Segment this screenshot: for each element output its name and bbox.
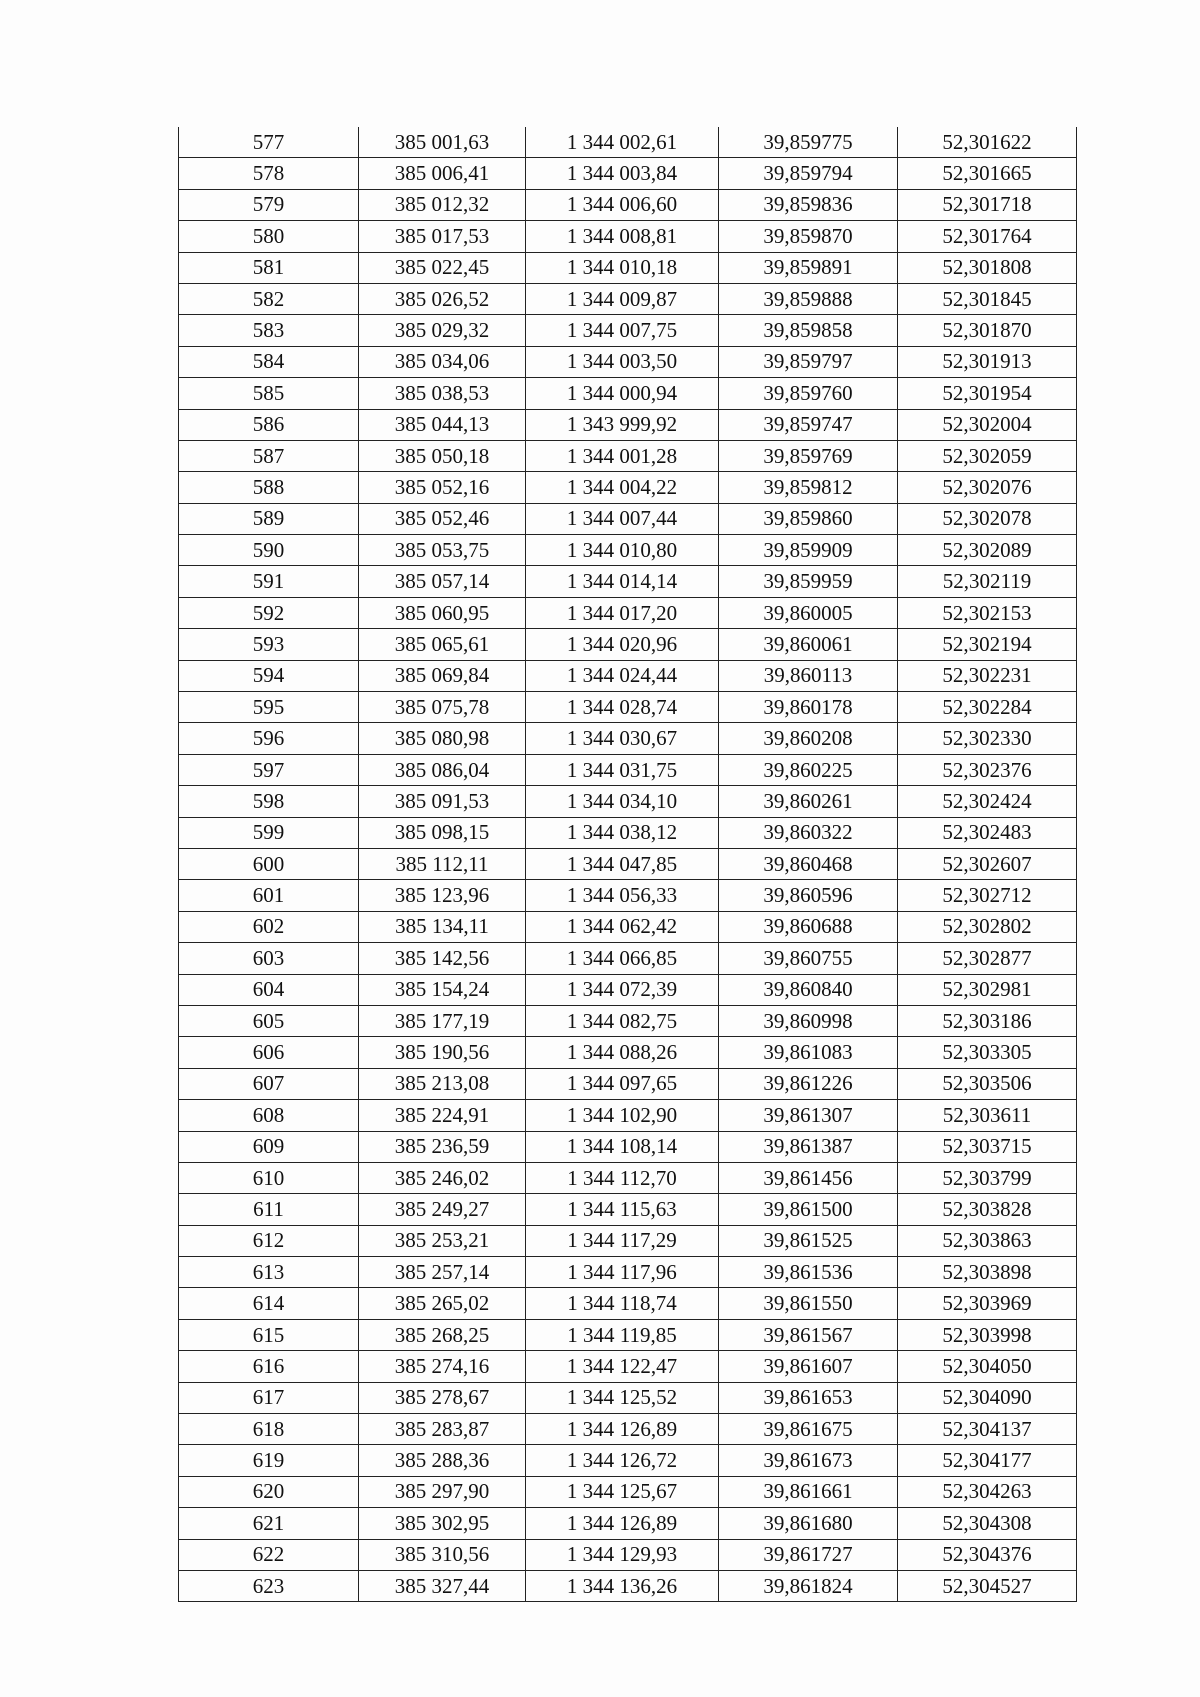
- x-coordinate-cell: 385 310,56: [359, 1539, 526, 1570]
- longitude-cell: 39,861824: [719, 1570, 898, 1601]
- x-coordinate-cell: 385 091,53: [359, 786, 526, 817]
- table-row: [179, 315, 1077, 346]
- x-coordinate-cell: 385 060,95: [359, 597, 526, 628]
- latitude-cell: 52,301718: [898, 189, 1077, 220]
- table-row: [179, 1162, 1077, 1193]
- y-coordinate-cell: 1 344 126,89: [526, 1508, 719, 1539]
- point-number-cell: 609: [179, 1131, 359, 1162]
- x-coordinate-cell: 385 257,14: [359, 1257, 526, 1288]
- table-row: [179, 283, 1077, 314]
- longitude-cell: 39,859775: [719, 127, 898, 158]
- x-coordinate-cell: 385 327,44: [359, 1570, 526, 1601]
- latitude-cell: 52,302802: [898, 911, 1077, 942]
- point-number-cell: 619: [179, 1445, 359, 1476]
- latitude-cell: 52,302877: [898, 943, 1077, 974]
- x-coordinate-cell: 385 249,27: [359, 1194, 526, 1225]
- point-number-cell: 606: [179, 1037, 359, 1068]
- latitude-cell: 52,303611: [898, 1100, 1077, 1131]
- latitude-cell: 52,303186: [898, 1005, 1077, 1036]
- x-coordinate-cell: 385 044,13: [359, 409, 526, 440]
- latitude-cell: 52,304376: [898, 1539, 1077, 1570]
- point-number-cell: 598: [179, 786, 359, 817]
- table-row: [179, 252, 1077, 283]
- latitude-cell: 52,302194: [898, 629, 1077, 660]
- point-number-cell: 589: [179, 503, 359, 534]
- y-coordinate-cell: 1 344 118,74: [526, 1288, 719, 1319]
- y-coordinate-cell: 1 344 017,20: [526, 597, 719, 628]
- point-number-cell: 588: [179, 472, 359, 503]
- longitude-cell: 39,861083: [719, 1037, 898, 1068]
- table-row: [179, 566, 1077, 597]
- latitude-cell: 52,302231: [898, 660, 1077, 691]
- x-coordinate-cell: 385 080,98: [359, 723, 526, 754]
- table-row: [179, 1068, 1077, 1099]
- longitude-cell: 39,859747: [719, 409, 898, 440]
- table-row: [179, 1445, 1077, 1476]
- y-coordinate-cell: 1 344 125,67: [526, 1476, 719, 1507]
- x-coordinate-cell: 385 236,59: [359, 1131, 526, 1162]
- y-coordinate-cell: 1 344 024,44: [526, 660, 719, 691]
- longitude-cell: 39,859860: [719, 503, 898, 534]
- y-coordinate-cell: 1 344 108,14: [526, 1131, 719, 1162]
- y-coordinate-cell: 1 344 008,81: [526, 221, 719, 252]
- longitude-cell: 39,861456: [719, 1162, 898, 1193]
- y-coordinate-cell: 1 344 119,85: [526, 1319, 719, 1350]
- latitude-cell: 52,302078: [898, 503, 1077, 534]
- point-number-cell: 617: [179, 1382, 359, 1413]
- y-coordinate-cell: 1 344 112,70: [526, 1162, 719, 1193]
- point-number-cell: 577: [179, 127, 359, 158]
- x-coordinate-cell: 385 123,96: [359, 880, 526, 911]
- y-coordinate-cell: 1 344 062,42: [526, 911, 719, 942]
- y-coordinate-cell: 1 344 034,10: [526, 786, 719, 817]
- longitude-cell: 39,859870: [719, 221, 898, 252]
- table-row: [179, 472, 1077, 503]
- point-number-cell: 601: [179, 880, 359, 911]
- point-number-cell: 594: [179, 660, 359, 691]
- point-number-cell: 592: [179, 597, 359, 628]
- x-coordinate-cell: 385 278,67: [359, 1382, 526, 1413]
- y-coordinate-cell: 1 344 088,26: [526, 1037, 719, 1068]
- longitude-cell: 39,861673: [719, 1445, 898, 1476]
- table-row: [179, 1005, 1077, 1036]
- y-coordinate-cell: 1 344 006,60: [526, 189, 719, 220]
- longitude-cell: 39,861607: [719, 1351, 898, 1382]
- longitude-cell: 39,861727: [719, 1539, 898, 1570]
- longitude-cell: 39,861226: [719, 1068, 898, 1099]
- latitude-cell: 52,303799: [898, 1162, 1077, 1193]
- point-number-cell: 583: [179, 315, 359, 346]
- point-number-cell: 579: [179, 189, 359, 220]
- x-coordinate-cell: 385 246,02: [359, 1162, 526, 1193]
- latitude-cell: 52,301954: [898, 378, 1077, 409]
- x-coordinate-cell: 385 297,90: [359, 1476, 526, 1507]
- point-number-cell: 586: [179, 409, 359, 440]
- x-coordinate-cell: 385 098,15: [359, 817, 526, 848]
- table-row: [179, 1319, 1077, 1350]
- table-row: [179, 440, 1077, 471]
- x-coordinate-cell: 385 213,08: [359, 1068, 526, 1099]
- point-number-cell: 593: [179, 629, 359, 660]
- point-number-cell: 612: [179, 1225, 359, 1256]
- y-coordinate-cell: 1 344 126,89: [526, 1414, 719, 1445]
- y-coordinate-cell: 1 344 056,33: [526, 880, 719, 911]
- table-row: [179, 1382, 1077, 1413]
- longitude-cell: 39,860322: [719, 817, 898, 848]
- x-coordinate-cell: 385 022,45: [359, 252, 526, 283]
- longitude-cell: 39,861675: [719, 1414, 898, 1445]
- longitude-cell: 39,859909: [719, 535, 898, 566]
- table-row: [179, 1288, 1077, 1319]
- table-row: [179, 848, 1077, 879]
- latitude-cell: 52,302004: [898, 409, 1077, 440]
- longitude-cell: 39,859888: [719, 283, 898, 314]
- y-coordinate-cell: 1 344 031,75: [526, 754, 719, 785]
- latitude-cell: 52,304050: [898, 1351, 1077, 1382]
- latitude-cell: 52,302076: [898, 472, 1077, 503]
- longitude-cell: 39,859760: [719, 378, 898, 409]
- y-coordinate-cell: 1 344 117,96: [526, 1257, 719, 1288]
- longitude-cell: 39,860596: [719, 880, 898, 911]
- x-coordinate-cell: 385 154,24: [359, 974, 526, 1005]
- latitude-cell: 52,301913: [898, 346, 1077, 377]
- longitude-cell: 39,859959: [719, 566, 898, 597]
- y-coordinate-cell: 1 344 001,28: [526, 440, 719, 471]
- longitude-cell: 39,860840: [719, 974, 898, 1005]
- latitude-cell: 52,302483: [898, 817, 1077, 848]
- table-row: [179, 1539, 1077, 1570]
- coordinates-table-body: [179, 127, 1077, 1602]
- longitude-cell: 39,860225: [719, 754, 898, 785]
- longitude-cell: 39,859891: [719, 252, 898, 283]
- latitude-cell: 52,303969: [898, 1288, 1077, 1319]
- longitude-cell: 39,860755: [719, 943, 898, 974]
- y-coordinate-cell: 1 344 125,52: [526, 1382, 719, 1413]
- longitude-cell: 39,860998: [719, 1005, 898, 1036]
- latitude-cell: 52,303828: [898, 1194, 1077, 1225]
- x-coordinate-cell: 385 075,78: [359, 692, 526, 723]
- point-number-cell: 621: [179, 1508, 359, 1539]
- point-number-cell: 602: [179, 911, 359, 942]
- table-row: [179, 127, 1077, 158]
- latitude-cell: 52,302059: [898, 440, 1077, 471]
- point-number-cell: 616: [179, 1351, 359, 1382]
- table-row: [179, 1476, 1077, 1507]
- point-number-cell: 591: [179, 566, 359, 597]
- y-coordinate-cell: 1 344 003,50: [526, 346, 719, 377]
- point-number-cell: 608: [179, 1100, 359, 1131]
- x-coordinate-cell: 385 052,46: [359, 503, 526, 534]
- y-coordinate-cell: 1 344 072,39: [526, 974, 719, 1005]
- point-number-cell: 618: [179, 1414, 359, 1445]
- y-coordinate-cell: 1 344 000,94: [526, 378, 719, 409]
- x-coordinate-cell: 385 265,02: [359, 1288, 526, 1319]
- latitude-cell: 52,303305: [898, 1037, 1077, 1068]
- longitude-cell: 39,861653: [719, 1382, 898, 1413]
- x-coordinate-cell: 385 065,61: [359, 629, 526, 660]
- longitude-cell: 39,861500: [719, 1194, 898, 1225]
- latitude-cell: 52,302089: [898, 535, 1077, 566]
- point-number-cell: 622: [179, 1539, 359, 1570]
- point-number-cell: 613: [179, 1257, 359, 1288]
- y-coordinate-cell: 1 343 999,92: [526, 409, 719, 440]
- longitude-cell: 39,861550: [719, 1288, 898, 1319]
- table-row: [179, 754, 1077, 785]
- point-number-cell: 605: [179, 1005, 359, 1036]
- table-row: [179, 692, 1077, 723]
- table-row: [179, 597, 1077, 628]
- longitude-cell: 39,859836: [719, 189, 898, 220]
- latitude-cell: 52,301845: [898, 283, 1077, 314]
- x-coordinate-cell: 385 026,52: [359, 283, 526, 314]
- point-number-cell: 585: [179, 378, 359, 409]
- table-row: [179, 629, 1077, 660]
- longitude-cell: 39,859812: [719, 472, 898, 503]
- y-coordinate-cell: 1 344 102,90: [526, 1100, 719, 1131]
- x-coordinate-cell: 385 001,63: [359, 127, 526, 158]
- y-coordinate-cell: 1 344 122,47: [526, 1351, 719, 1382]
- table-row: [179, 880, 1077, 911]
- y-coordinate-cell: 1 344 028,74: [526, 692, 719, 723]
- latitude-cell: 52,302981: [898, 974, 1077, 1005]
- x-coordinate-cell: 385 034,06: [359, 346, 526, 377]
- y-coordinate-cell: 1 344 129,93: [526, 1539, 719, 1570]
- x-coordinate-cell: 385 086,04: [359, 754, 526, 785]
- x-coordinate-cell: 385 038,53: [359, 378, 526, 409]
- longitude-cell: 39,861661: [719, 1476, 898, 1507]
- point-number-cell: 610: [179, 1162, 359, 1193]
- longitude-cell: 39,860261: [719, 786, 898, 817]
- y-coordinate-cell: 1 344 002,61: [526, 127, 719, 158]
- point-number-cell: 596: [179, 723, 359, 754]
- longitude-cell: 39,860208: [719, 723, 898, 754]
- y-coordinate-cell: 1 344 117,29: [526, 1225, 719, 1256]
- point-number-cell: 597: [179, 754, 359, 785]
- longitude-cell: 39,859858: [719, 315, 898, 346]
- x-coordinate-cell: 385 057,14: [359, 566, 526, 597]
- longitude-cell: 39,860178: [719, 692, 898, 723]
- latitude-cell: 52,301665: [898, 158, 1077, 189]
- table-row: [179, 346, 1077, 377]
- y-coordinate-cell: 1 344 020,96: [526, 629, 719, 660]
- table-row: [179, 1257, 1077, 1288]
- table-row: [179, 1570, 1077, 1601]
- point-number-cell: 595: [179, 692, 359, 723]
- latitude-cell: 52,302330: [898, 723, 1077, 754]
- y-coordinate-cell: 1 344 007,44: [526, 503, 719, 534]
- latitude-cell: 52,303898: [898, 1257, 1077, 1288]
- point-number-cell: 600: [179, 848, 359, 879]
- x-coordinate-cell: 385 134,11: [359, 911, 526, 942]
- table-row: [179, 503, 1077, 534]
- y-coordinate-cell: 1 344 082,75: [526, 1005, 719, 1036]
- y-coordinate-cell: 1 344 014,14: [526, 566, 719, 597]
- latitude-cell: 52,304177: [898, 1445, 1077, 1476]
- y-coordinate-cell: 1 344 010,80: [526, 535, 719, 566]
- y-coordinate-cell: 1 344 038,12: [526, 817, 719, 848]
- latitude-cell: 52,302119: [898, 566, 1077, 597]
- x-coordinate-cell: 385 029,32: [359, 315, 526, 346]
- table-row: [179, 1225, 1077, 1256]
- x-coordinate-cell: 385 069,84: [359, 660, 526, 691]
- x-coordinate-cell: 385 268,25: [359, 1319, 526, 1350]
- point-number-cell: 603: [179, 943, 359, 974]
- point-number-cell: 620: [179, 1476, 359, 1507]
- point-number-cell: 615: [179, 1319, 359, 1350]
- x-coordinate-cell: 385 302,95: [359, 1508, 526, 1539]
- point-number-cell: 590: [179, 535, 359, 566]
- y-coordinate-cell: 1 344 003,84: [526, 158, 719, 189]
- table-row: [179, 158, 1077, 189]
- table-row: [179, 911, 1077, 942]
- latitude-cell: 52,304263: [898, 1476, 1077, 1507]
- y-coordinate-cell: 1 344 097,65: [526, 1068, 719, 1099]
- latitude-cell: 52,303715: [898, 1131, 1077, 1162]
- coordinates-table: [178, 127, 1077, 1602]
- table-row: [179, 409, 1077, 440]
- point-number-cell: 581: [179, 252, 359, 283]
- x-coordinate-cell: 385 017,53: [359, 221, 526, 252]
- y-coordinate-cell: 1 344 007,75: [526, 315, 719, 346]
- table-row: [179, 1100, 1077, 1131]
- y-coordinate-cell: 1 344 136,26: [526, 1570, 719, 1601]
- table-row: [179, 660, 1077, 691]
- y-coordinate-cell: 1 344 126,72: [526, 1445, 719, 1476]
- longitude-cell: 39,860005: [719, 597, 898, 628]
- y-coordinate-cell: 1 344 047,85: [526, 848, 719, 879]
- longitude-cell: 39,860688: [719, 911, 898, 942]
- latitude-cell: 52,304308: [898, 1508, 1077, 1539]
- point-number-cell: 587: [179, 440, 359, 471]
- latitude-cell: 52,304137: [898, 1414, 1077, 1445]
- table-row: [179, 221, 1077, 252]
- x-coordinate-cell: 385 283,87: [359, 1414, 526, 1445]
- x-coordinate-cell: 385 112,11: [359, 848, 526, 879]
- x-coordinate-cell: 385 050,18: [359, 440, 526, 471]
- point-number-cell: 614: [179, 1288, 359, 1319]
- longitude-cell: 39,861680: [719, 1508, 898, 1539]
- longitude-cell: 39,859769: [719, 440, 898, 471]
- x-coordinate-cell: 385 190,56: [359, 1037, 526, 1068]
- table-row: [179, 1414, 1077, 1445]
- latitude-cell: 52,304527: [898, 1570, 1077, 1601]
- x-coordinate-cell: 385 012,32: [359, 189, 526, 220]
- x-coordinate-cell: 385 274,16: [359, 1351, 526, 1382]
- latitude-cell: 52,302284: [898, 692, 1077, 723]
- point-number-cell: 584: [179, 346, 359, 377]
- point-number-cell: 607: [179, 1068, 359, 1099]
- point-number-cell: 611: [179, 1194, 359, 1225]
- table-row: [179, 378, 1077, 409]
- table-row: [179, 974, 1077, 1005]
- table-row: [179, 1194, 1077, 1225]
- point-number-cell: 582: [179, 283, 359, 314]
- point-number-cell: 580: [179, 221, 359, 252]
- table-row: [179, 189, 1077, 220]
- longitude-cell: 39,859797: [719, 346, 898, 377]
- point-number-cell: 578: [179, 158, 359, 189]
- longitude-cell: 39,861536: [719, 1257, 898, 1288]
- table-row: [179, 786, 1077, 817]
- table-row: [179, 1037, 1077, 1068]
- table-row: [179, 1131, 1077, 1162]
- table-row: [179, 535, 1077, 566]
- longitude-cell: 39,861307: [719, 1100, 898, 1131]
- y-coordinate-cell: 1 344 115,63: [526, 1194, 719, 1225]
- x-coordinate-cell: 385 006,41: [359, 158, 526, 189]
- x-coordinate-cell: 385 177,19: [359, 1005, 526, 1036]
- table-row: [179, 1508, 1077, 1539]
- latitude-cell: 52,302153: [898, 597, 1077, 628]
- latitude-cell: 52,301808: [898, 252, 1077, 283]
- y-coordinate-cell: 1 344 066,85: [526, 943, 719, 974]
- longitude-cell: 39,861525: [719, 1225, 898, 1256]
- longitude-cell: 39,861567: [719, 1319, 898, 1350]
- table-row: [179, 817, 1077, 848]
- longitude-cell: 39,860061: [719, 629, 898, 660]
- longitude-cell: 39,860113: [719, 660, 898, 691]
- latitude-cell: 52,304090: [898, 1382, 1077, 1413]
- y-coordinate-cell: 1 344 030,67: [526, 723, 719, 754]
- table-row: [179, 723, 1077, 754]
- latitude-cell: 52,302424: [898, 786, 1077, 817]
- latitude-cell: 52,302712: [898, 880, 1077, 911]
- x-coordinate-cell: 385 052,16: [359, 472, 526, 503]
- latitude-cell: 52,301870: [898, 315, 1077, 346]
- y-coordinate-cell: 1 344 004,22: [526, 472, 719, 503]
- latitude-cell: 52,302607: [898, 848, 1077, 879]
- latitude-cell: 52,303863: [898, 1225, 1077, 1256]
- latitude-cell: 52,301622: [898, 127, 1077, 158]
- table-row: [179, 1351, 1077, 1382]
- x-coordinate-cell: 385 224,91: [359, 1100, 526, 1131]
- x-coordinate-cell: 385 253,21: [359, 1225, 526, 1256]
- point-number-cell: 599: [179, 817, 359, 848]
- x-coordinate-cell: 385 142,56: [359, 943, 526, 974]
- latitude-cell: 52,302376: [898, 754, 1077, 785]
- longitude-cell: 39,861387: [719, 1131, 898, 1162]
- latitude-cell: 52,303506: [898, 1068, 1077, 1099]
- table-row: [179, 943, 1077, 974]
- longitude-cell: 39,859794: [719, 158, 898, 189]
- point-number-cell: 604: [179, 974, 359, 1005]
- point-number-cell: 623: [179, 1570, 359, 1601]
- y-coordinate-cell: 1 344 009,87: [526, 283, 719, 314]
- longitude-cell: 39,860468: [719, 848, 898, 879]
- latitude-cell: 52,303998: [898, 1319, 1077, 1350]
- x-coordinate-cell: 385 288,36: [359, 1445, 526, 1476]
- latitude-cell: 52,301764: [898, 221, 1077, 252]
- x-coordinate-cell: 385 053,75: [359, 535, 526, 566]
- y-coordinate-cell: 1 344 010,18: [526, 252, 719, 283]
